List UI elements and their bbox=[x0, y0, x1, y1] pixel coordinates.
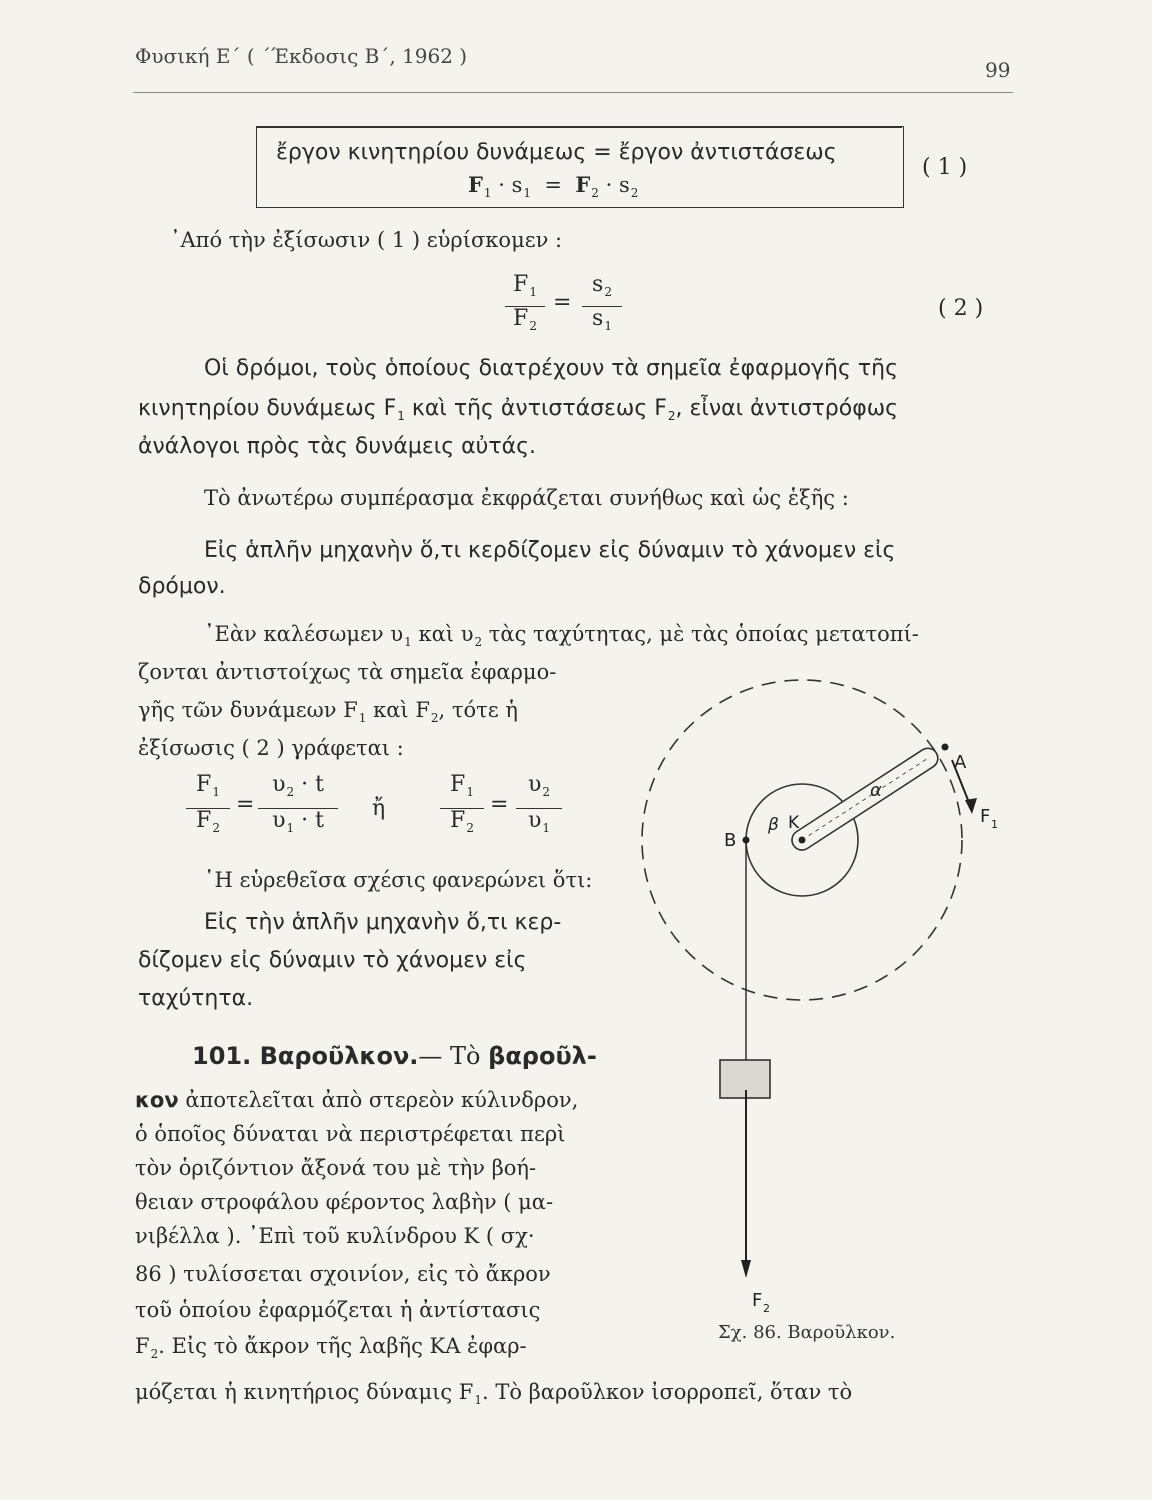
dot-1: · bbox=[498, 173, 505, 197]
header-rule bbox=[133, 92, 1013, 93]
section-101-line4: τὸν ὁριζόντιον ἄξονά του μὲ τὴν βοή- bbox=[135, 1156, 537, 1180]
label-f2-sub: 2 bbox=[763, 1302, 770, 1315]
section-101-line5: θειαν στροφάλου φέροντος λαβὴν ( μα- bbox=[135, 1190, 554, 1214]
label-f1: F bbox=[980, 806, 991, 827]
eq3-c-den: $F_2$ bbox=[450, 808, 474, 835]
s2-symbol: s bbox=[619, 173, 630, 197]
work-equation-symbols bbox=[468, 172, 638, 200]
eq2-denominator-right: $s_1$ bbox=[592, 306, 612, 333]
work-equation-text: ἔργον κινητηρίου δυνάμεως = ἔργον ἀντιστάσεως bbox=[276, 140, 837, 165]
para3: Τὸ ἀνωτέρω συμπέρασμα ἐκφράζεται συνήθως καὶ ὡς ἑξῆς : bbox=[204, 486, 849, 510]
para2-line2: κινητηρίου δυνάμεως $F_1$ καὶ τῆς ἀντιστάσεως $F_2$, εἶναι ἀντιστρόφως bbox=[138, 396, 899, 423]
running-header: Φυσική Ε΄ ( ΄Έκδοσις Β΄, 1962 ) bbox=[135, 44, 468, 68]
force-f2-arrowhead bbox=[741, 1260, 751, 1278]
point-b bbox=[743, 837, 750, 844]
section-101-line7: 86 ) τυλίσσεται σχοινίον, εἰς τὸ ἄκρον bbox=[135, 1262, 551, 1286]
label-b: B bbox=[724, 830, 737, 851]
crank-handle bbox=[788, 744, 941, 853]
para2-line1: Οἱ δρόμοι, τοὺς ὁποίους διατρέχουν τὰ σημεῖα ἐφαρμογῆς τῆς bbox=[204, 356, 899, 381]
s1-symbol: s bbox=[511, 173, 523, 197]
axis-point-k bbox=[799, 837, 806, 844]
figure-caption: Σχ. 86. Βαροῦλκον. bbox=[718, 1322, 896, 1343]
equals-1: = bbox=[544, 173, 563, 197]
eq2-denominator-left: $F_2$ bbox=[513, 306, 537, 333]
section-101-line1: 101. Βαροῦλκον.— Τὸ βαροῦλ- bbox=[192, 1042, 597, 1070]
point-a bbox=[942, 744, 949, 751]
eq3-d-den: $\upsilon_1$ bbox=[527, 808, 550, 835]
eq2-numerator-right: $s_2$ bbox=[592, 272, 612, 299]
f2-subscript: 2 bbox=[591, 186, 599, 200]
intro-line: ᾿Από τὴν ἐξίσωσιν ( 1 ) εὑρίσκομεν : bbox=[170, 228, 563, 252]
section-101-line3: ὁ ὁποῖος δύναται νὰ περιστρέφεται περὶ bbox=[135, 1122, 566, 1146]
label-f2: F bbox=[752, 1290, 763, 1311]
eq3-d-num: $\upsilon_2$ bbox=[527, 772, 550, 799]
label-beta: β bbox=[768, 815, 779, 835]
label-alpha: α bbox=[870, 780, 882, 801]
para5-line2: ζονται ἀντιστοίχως τὰ σημεῖα ἐφαρμο- bbox=[138, 660, 557, 684]
eq3-b-num: $\upsilon_2 \cdot t$ bbox=[272, 772, 324, 799]
label-a: A bbox=[954, 752, 967, 773]
para4-line2: δρόμον. bbox=[138, 574, 226, 599]
para6: ῾Η εὑρεθεῖσα σχέσις φανερώνει ὅτι: bbox=[204, 868, 593, 892]
eq3-c-num: $F_1$ bbox=[450, 772, 474, 799]
para7-line1: Εἰς τὴν ἁπλῆν μηχανὴν ὅ,τι κερ- bbox=[204, 910, 562, 935]
eq3-or: ἤ bbox=[372, 796, 386, 821]
f1-symbol: F bbox=[468, 172, 483, 197]
section-101-line8: τοῦ ὁποίου ἐφαρμόζεται ἡ ἀντίστασις bbox=[135, 1298, 541, 1322]
box-top-rule bbox=[256, 126, 902, 128]
dot-2: · bbox=[605, 173, 613, 197]
eq3-a-den: $F_2$ bbox=[196, 808, 220, 835]
s1-subscript: 1 bbox=[523, 186, 532, 200]
section-101-line10: μόζεται ἡ κινητήριος δύναμις $F_1$. Τὸ βαροῦλκον ἰσορροπεῖ, ὅταν τὸ bbox=[135, 1380, 853, 1407]
eq2-numerator-left: $F_1$ bbox=[513, 272, 537, 299]
s2-subscript: 2 bbox=[630, 186, 639, 200]
eq3-a-num: $F_1$ bbox=[196, 772, 220, 799]
equation-number-1: ( 1 ) bbox=[922, 155, 968, 180]
para2-line3: ἀνάλογοι πρὸς τὰς δυνάμεις αὐτάς. bbox=[138, 434, 537, 459]
f2-symbol: F bbox=[575, 172, 591, 197]
eq3-a-equals: = bbox=[236, 792, 255, 817]
windlass-figure bbox=[620, 650, 1040, 1360]
para7-line3: ταχύτητα. bbox=[138, 986, 254, 1011]
eq3-b-den: $\upsilon_1 \cdot t$ bbox=[272, 808, 324, 835]
label-k: K bbox=[788, 813, 800, 833]
force-f1-arrowhead bbox=[965, 798, 977, 814]
para7-line2: δίζομεν εἰς δύναμιν τὸ χάνομεν εἰς bbox=[138, 948, 527, 973]
para4-line1: Εἰς ἁπλῆν μηχανὴν ὅ,τι κερδίζομεν εἰς δύναμιν τὸ χάνομεν εἰς bbox=[204, 538, 896, 563]
para5-line1: ᾿Εὰν καλέσωμεν $\upsilon_1$ καὶ $\upsilon_2$ τὰς ταχύτητας, μὲ τὰς ὁποίας μετατοπί- bbox=[204, 622, 919, 649]
f1-subscript: 1 bbox=[483, 186, 492, 200]
eq2-equals: = bbox=[553, 290, 572, 315]
label-f1-sub: 1 bbox=[991, 818, 998, 831]
section-heading: 101. Βαροῦλκον. bbox=[192, 1042, 419, 1070]
page-number: 99 bbox=[985, 58, 1011, 82]
section-101-line2: κον ἀποτελεῖται ἀπὸ στερεὸν κύλινδρον, bbox=[135, 1088, 579, 1112]
section-101-line6: νιβέλλα ). ᾿Επὶ τοῦ κυλίνδρου Κ ( σχ· bbox=[135, 1224, 535, 1248]
eq3-c-equals: = bbox=[490, 792, 509, 817]
section-101-line9: $F_2$. Εἰς τὸ ἄκρον τῆς λαβῆς ΚΑ ἐφαρ- bbox=[135, 1334, 527, 1361]
equation-number-2: ( 2 ) bbox=[938, 296, 984, 321]
para5-line3: γῆς τῶν δυνάμεων $F_1$ καὶ $F_2$, τότε ἡ bbox=[138, 698, 518, 725]
para5-line4: ἐξίσωσις ( 2 ) γράφεται : bbox=[138, 736, 404, 760]
